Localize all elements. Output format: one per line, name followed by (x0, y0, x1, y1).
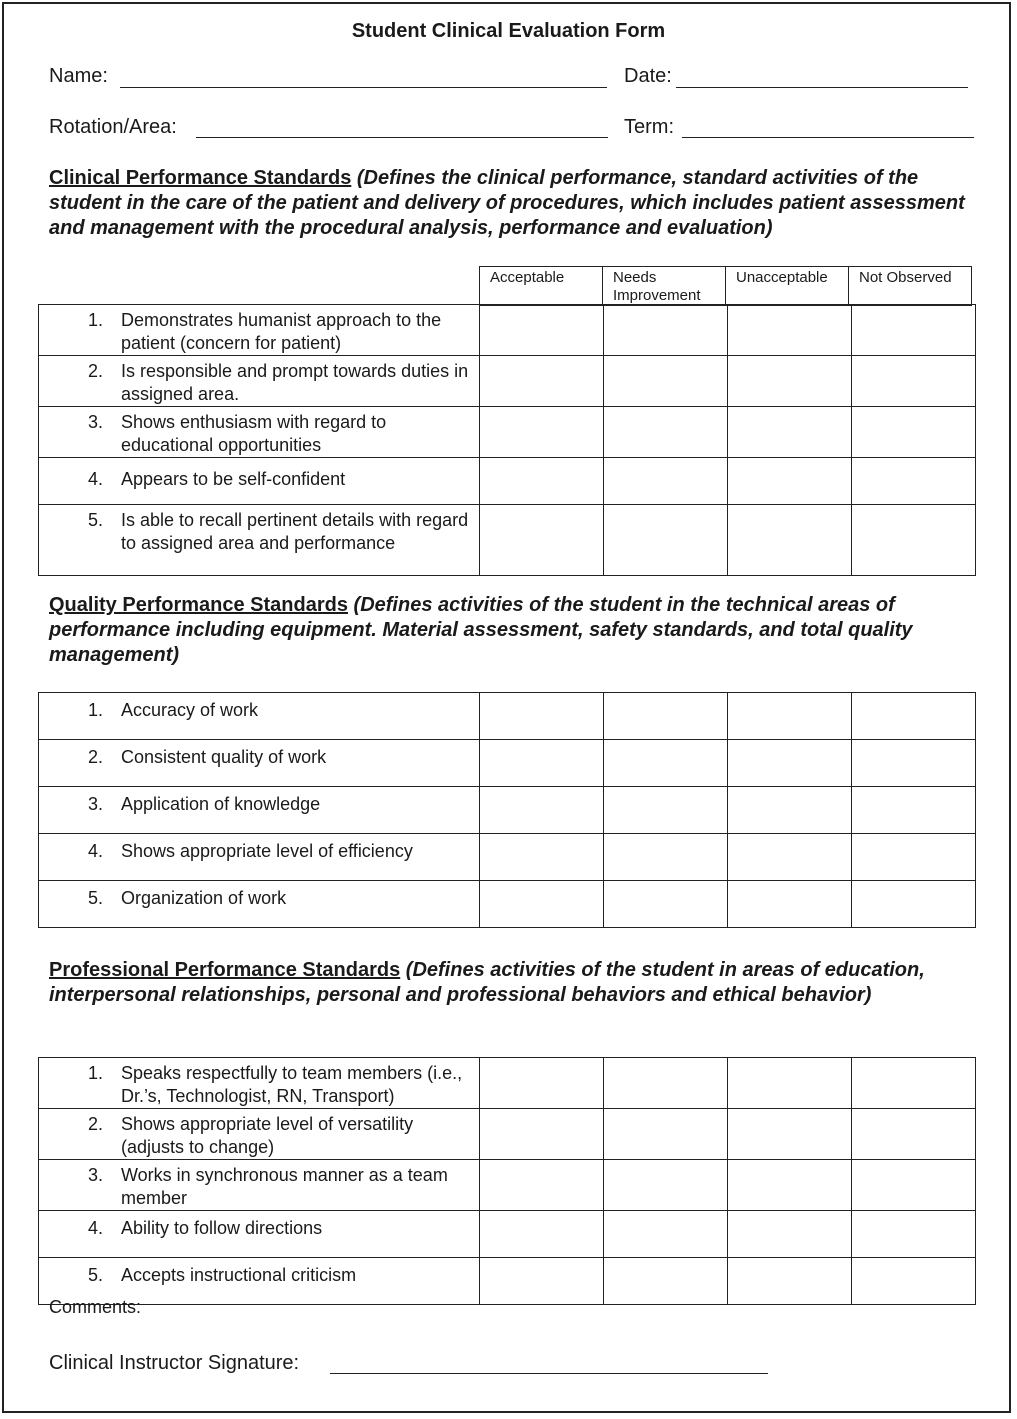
table-row (39, 834, 976, 881)
rating-cell-not-observed[interactable] (852, 458, 976, 505)
rating-cell-unacceptable[interactable] (728, 834, 852, 881)
item-text: Application of knowledge (121, 794, 321, 814)
rating-cell-acceptable[interactable] (480, 834, 604, 881)
item-text: Accuracy of work (121, 700, 259, 720)
comments-label: Comments: (49, 1297, 142, 1317)
rating-cell-not-observed[interactable] (852, 305, 976, 356)
rating-cell-unacceptable[interactable] (728, 1258, 852, 1305)
rating-cell-unacceptable[interactable] (728, 693, 852, 740)
table-row (39, 693, 976, 740)
rating-cell-needs-improvement[interactable] (604, 1058, 728, 1109)
rating-cell-unacceptable[interactable] (728, 458, 852, 505)
rating-cell-needs-improvement[interactable] (604, 407, 728, 458)
item-text: Appears to be self-confident (121, 469, 346, 489)
column-header-needs-improvement: Needs Improvement (603, 267, 726, 306)
rating-cell-not-observed[interactable] (852, 834, 976, 881)
rating-cell-not-observed[interactable] (852, 787, 976, 834)
table-row (39, 1258, 976, 1305)
rating-cell-acceptable[interactable] (480, 1258, 604, 1305)
item-number: 1. (87, 310, 103, 330)
rating-cell-needs-improvement[interactable] (604, 1211, 728, 1258)
term-label: Term: (624, 116, 674, 138)
rating-cell-unacceptable[interactable] (728, 740, 852, 787)
rating-cell-unacceptable[interactable] (728, 356, 852, 407)
item-text: Works in synchronous manner as a team member (121, 1165, 448, 1208)
item-text: Organization of work (121, 888, 287, 908)
item-text: Is responsible and prompt towards duties in assigned area. (121, 361, 469, 404)
item-text: Shows enthusiasm with regard to educational opportunities (121, 412, 387, 455)
rating-cell-unacceptable[interactable] (728, 881, 852, 928)
item-number: 4. (87, 1218, 103, 1238)
rating-cell-needs-improvement[interactable] (604, 1258, 728, 1305)
rating-cell-needs-improvement[interactable] (604, 458, 728, 505)
rating-cell-acceptable[interactable] (480, 505, 604, 576)
table-row (39, 1058, 976, 1109)
rating-cell-needs-improvement[interactable] (604, 834, 728, 881)
rating-cell-unacceptable[interactable] (728, 407, 852, 458)
rating-cell-needs-improvement[interactable] (604, 787, 728, 834)
item-number: 5. (87, 1265, 103, 1285)
rating-column-headers (479, 266, 972, 306)
table-row (39, 1160, 976, 1211)
rating-cell-acceptable[interactable] (480, 407, 604, 458)
rating-cell-acceptable[interactable] (480, 1058, 604, 1109)
item-number: 5. (87, 888, 103, 908)
quality-standards-table (38, 692, 976, 928)
section-title: Professional Performance Standards (49, 959, 401, 981)
rating-cell-acceptable[interactable] (480, 1211, 604, 1258)
rating-cell-needs-improvement[interactable] (604, 881, 728, 928)
rating-cell-acceptable[interactable] (480, 458, 604, 505)
rotation-label: Rotation/Area: (49, 116, 177, 138)
name-field[interactable] (120, 87, 607, 88)
item-number: 3. (87, 794, 103, 814)
rating-cell-acceptable[interactable] (480, 1160, 604, 1211)
name-label: Name: (49, 65, 108, 87)
rating-cell-unacceptable[interactable] (728, 505, 852, 576)
table-row (39, 505, 976, 576)
rating-cell-not-observed[interactable] (852, 505, 976, 576)
item-text: Is able to recall pertinent details with regard to assigned area and performance (121, 510, 469, 553)
section-professional-heading (49, 958, 989, 1008)
item-number: 5. (87, 510, 103, 530)
table-row (39, 787, 976, 834)
rating-cell-unacceptable[interactable] (728, 305, 852, 356)
column-header-acceptable: Acceptable (480, 267, 603, 306)
table-row (39, 458, 976, 505)
rating-cell-not-observed[interactable] (852, 693, 976, 740)
table-row (39, 356, 976, 407)
rating-cell-not-observed[interactable] (852, 881, 976, 928)
rating-cell-not-observed[interactable] (852, 1211, 976, 1258)
clinical-standards-table (38, 304, 976, 576)
item-number: 2. (87, 361, 103, 381)
rating-cell-acceptable[interactable] (480, 740, 604, 787)
section-description: (Defines the clinical performance, standard activities of the student in the care of the patient and delivery of procedures, which includes patient assessment and management with the procedural analysis, performance and evaluation) (49, 167, 965, 239)
section-description: (Defines activities of the student in areas of education, interpersonal relationships, personal and professional behaviors and ethical behavior) (49, 959, 925, 1006)
professional-standards-table (38, 1057, 976, 1305)
item-number: 1. (87, 1063, 103, 1083)
rating-cell-not-observed[interactable] (852, 1109, 976, 1160)
rating-cell-unacceptable[interactable] (728, 1109, 852, 1160)
section-description: (Defines activities of the student in the technical areas of performance including equipment. Material assessment, safety standards, and total quality management) (49, 594, 913, 666)
rating-cell-needs-improvement[interactable] (604, 305, 728, 356)
item-text: Demonstrates humanist approach to the patient (concern for patient) (121, 310, 442, 353)
item-number: 2. (87, 1114, 103, 1134)
signature-label: Clinical Instructor Signature: (49, 1352, 300, 1374)
table-row (39, 305, 976, 356)
table-row (39, 1211, 976, 1258)
item-text: Shows appropriate level of efficiency (121, 841, 413, 861)
item-number: 4. (87, 841, 103, 861)
item-number: 3. (87, 1165, 103, 1185)
rating-cell-not-observed[interactable] (852, 1258, 976, 1305)
item-number: 4. (87, 469, 103, 489)
column-header-unacceptable: Unacceptable (726, 267, 849, 306)
rating-cell-unacceptable[interactable] (728, 787, 852, 834)
table-row (39, 407, 976, 458)
item-text: Accepts instructional criticism (121, 1265, 357, 1285)
rotation-field[interactable] (196, 137, 608, 138)
rating-cell-needs-improvement[interactable] (604, 740, 728, 787)
item-number: 1. (87, 700, 103, 720)
column-header-not-observed: Not Observed (849, 267, 972, 306)
rating-cell-needs-improvement[interactable] (604, 1109, 728, 1160)
date-field[interactable] (676, 87, 968, 88)
table-row (39, 740, 976, 787)
signature-field[interactable] (330, 1373, 768, 1374)
table-row (39, 881, 976, 928)
rating-cell-acceptable[interactable] (480, 881, 604, 928)
rating-cell-acceptable[interactable] (480, 1109, 604, 1160)
table-row (39, 1109, 976, 1160)
section-clinical-heading (49, 166, 989, 241)
section-title: Clinical Performance Standards (49, 167, 352, 189)
rating-cell-acceptable[interactable] (480, 356, 604, 407)
item-text: Shows appropriate level of versatility (adjusts to change) (121, 1114, 414, 1157)
item-text: Speaks respectfully to team members (i.e., Dr.’s, Technologist, RN, Transport) (121, 1063, 463, 1106)
rating-cell-acceptable[interactable] (480, 305, 604, 356)
item-number: 2. (87, 747, 103, 767)
rating-cell-not-observed[interactable] (852, 407, 976, 458)
item-number: 3. (87, 412, 103, 432)
rating-cell-needs-improvement[interactable] (604, 356, 728, 407)
rating-cell-acceptable[interactable] (480, 693, 604, 740)
item-text: Ability to follow directions (121, 1218, 323, 1238)
rating-cell-needs-improvement[interactable] (604, 505, 728, 576)
rating-cell-not-observed[interactable] (852, 1058, 976, 1109)
form-title: Student Clinical Evaluation Form (351, 20, 666, 42)
section-title: Quality Performance Standards (49, 594, 348, 616)
rating-cell-not-observed[interactable] (852, 356, 976, 407)
rating-cell-unacceptable[interactable] (728, 1160, 852, 1211)
rating-cell-needs-improvement[interactable] (604, 1160, 728, 1211)
item-text: Consistent quality of work (121, 747, 327, 767)
rating-cell-needs-improvement[interactable] (604, 693, 728, 740)
rating-cell-acceptable[interactable] (480, 787, 604, 834)
rating-cell-not-observed[interactable] (852, 1160, 976, 1211)
rating-cell-unacceptable[interactable] (728, 1211, 852, 1258)
section-quality-heading (49, 593, 989, 668)
rating-cell-unacceptable[interactable] (728, 1058, 852, 1109)
term-field[interactable] (682, 137, 974, 138)
date-label: Date: (624, 65, 672, 87)
rating-cell-not-observed[interactable] (852, 740, 976, 787)
